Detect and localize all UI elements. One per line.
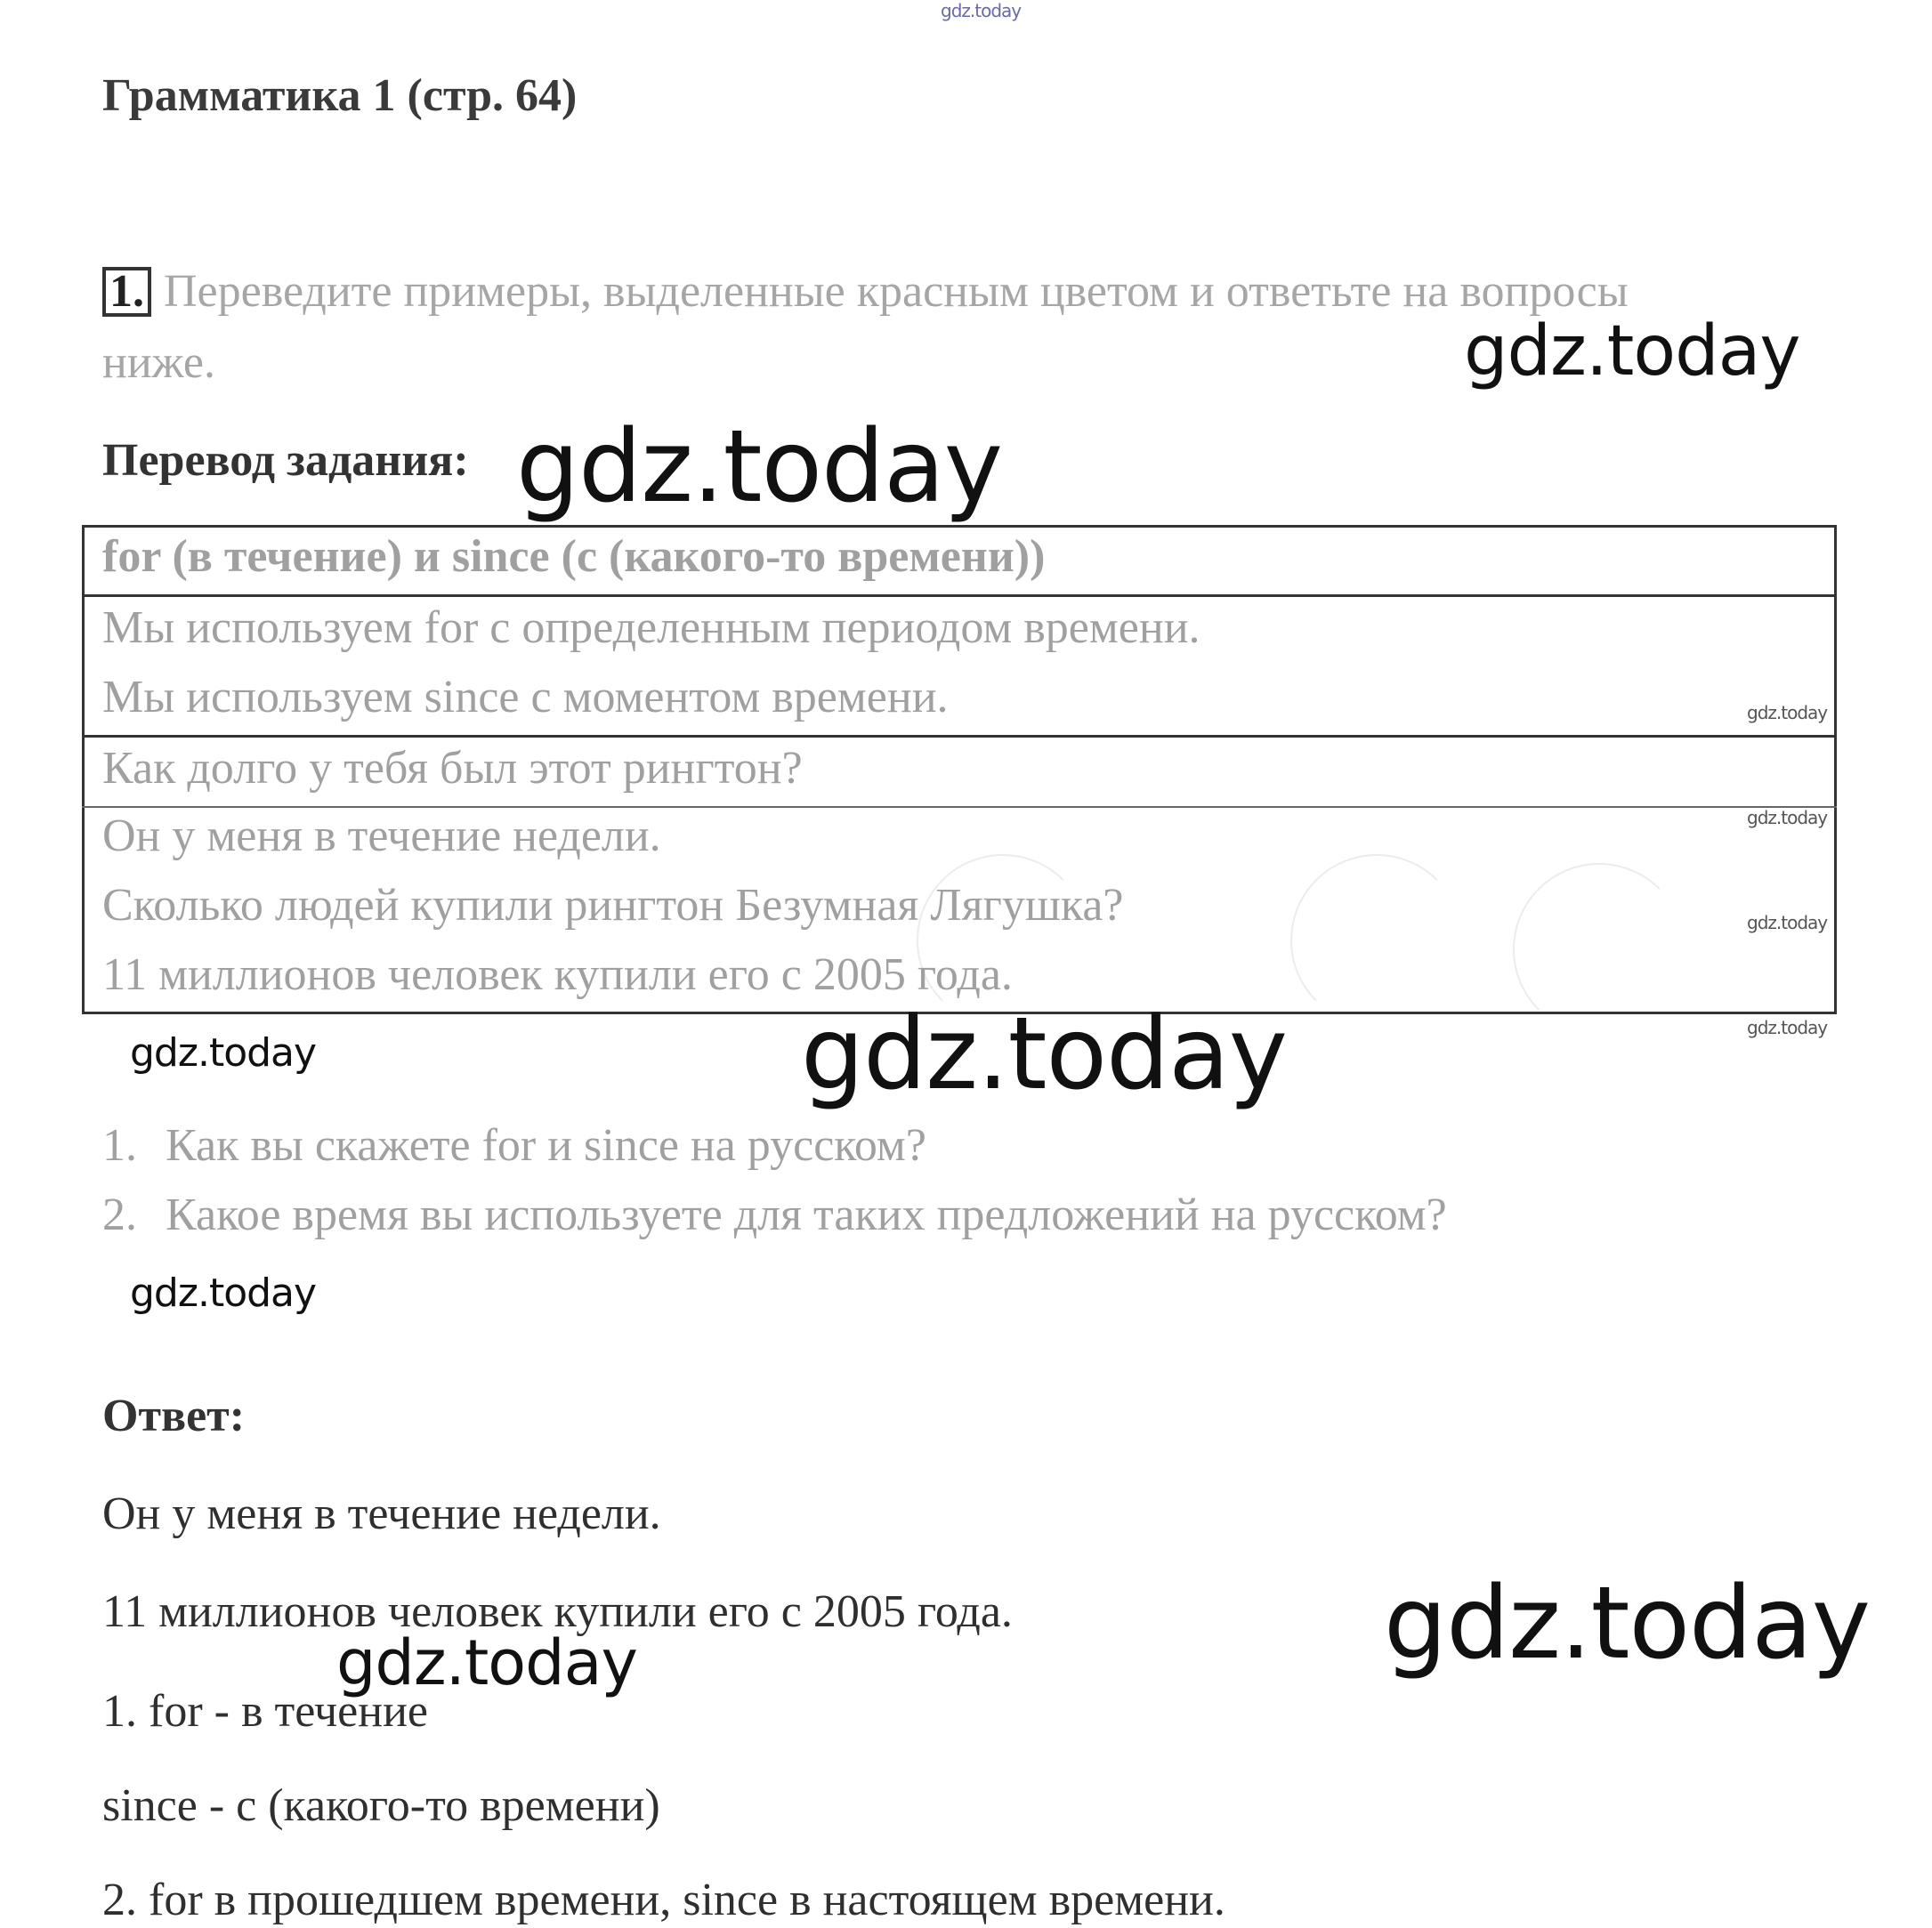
translation-heading: Перевод задания: [102, 435, 469, 486]
watermark-3: gdz.today [130, 1030, 317, 1076]
watermark-5: gdz.today [130, 1271, 317, 1316]
question-number: 1. [102, 1120, 137, 1171]
question-2 [102, 1189, 1447, 1241]
table-rule-1: Мы используем for с определенным периодом времени. [102, 602, 1200, 653]
table-line-3: 11 миллионов человек купили его с 2005 года. [102, 949, 1013, 1000]
watermark-small: gdz.today [1747, 912, 1828, 933]
table-title: for (в течение) и since (с (какого-то времени)) [102, 531, 1046, 582]
table-question: Как долго у тебя был этот рингтон? [102, 743, 803, 794]
watermark-4: gdz.today [801, 996, 1288, 1112]
table-line-2: Сколько людей купили рингтон Безумная Лягушка? [102, 880, 1124, 931]
table-line-1: Он у меня в течение недели. [102, 811, 661, 861]
watermark-small: gdz.today [1747, 1017, 1828, 1038]
answer-line-2: 11 миллионов человек купили его с 2005 года. [102, 1586, 1013, 1637]
table-divider [82, 594, 1837, 597]
task-text: Переведите примеры, выделенные красным цветом и ответьте на вопросы [164, 266, 1629, 317]
question-text: Какое время вы используете для таких предложений на русском? [166, 1190, 1447, 1240]
page-title: Грамматика 1 (стр. 64) [102, 70, 578, 121]
answer-heading: Ответ: [102, 1391, 246, 1441]
answer-line-4: since - с (какого-то времени) [102, 1780, 660, 1831]
watermark-7: gdz.today [336, 1626, 637, 1699]
answer-line-1: Он у меня в течение недели. [102, 1488, 661, 1539]
table-rule-2: Мы используем since с моментом времени. [102, 672, 949, 722]
question-number: 2. [102, 1190, 137, 1240]
question-text: Как вы скажете for и since на русском? [166, 1120, 926, 1171]
question-1 [102, 1119, 926, 1172]
watermark-small: gdz.today [1747, 702, 1828, 723]
table-divider [82, 806, 1837, 808]
watermark-small: gdz.today [1747, 807, 1828, 828]
watermark-2: gdz.today [516, 409, 1003, 525]
task-line-2: ниже. [102, 337, 215, 388]
table-divider [82, 735, 1837, 738]
watermark-6: gdz.today [1384, 1566, 1871, 1682]
task-number-box: 1. [102, 267, 151, 317]
answer-line-3: 1. for - в течение [102, 1686, 428, 1737]
watermark-1: gdz.today [1464, 311, 1800, 391]
answer-line-5: 2. for в прошедшем времени, since в настоящем времени. [102, 1875, 1225, 1925]
task-line-1 [102, 265, 1629, 318]
watermark-top: gdz.today [941, 0, 1022, 21]
